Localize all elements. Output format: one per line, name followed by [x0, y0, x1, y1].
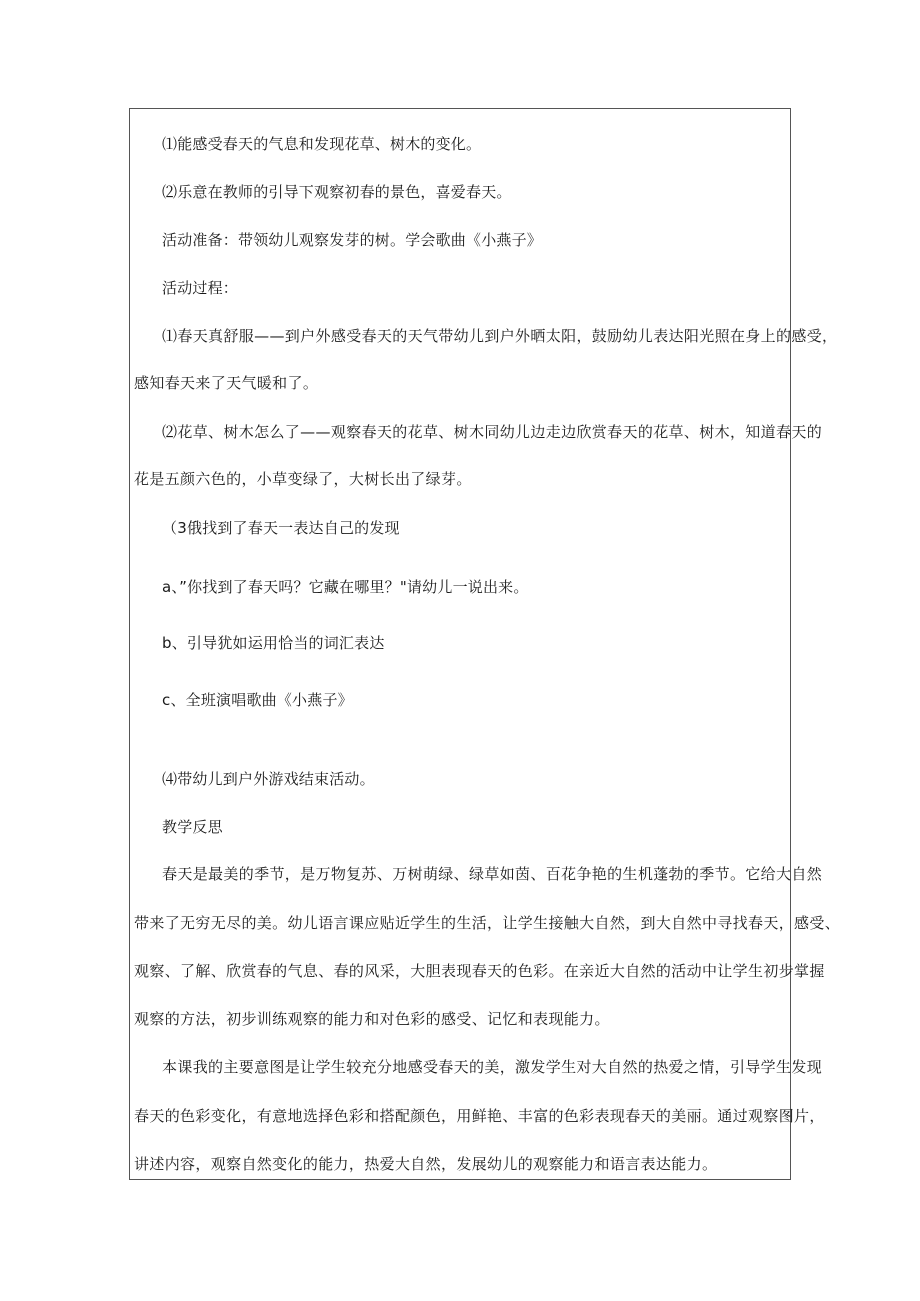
step-3-item-c: c、全班演唱歌曲《小燕子》	[162, 691, 353, 709]
reflection-p1-line-3: 观察、了解、欣赏春的气息、春的风采，大胆表现春天的色彩。在亲近大自然的活动中让学生初步掌握	[134, 962, 825, 980]
activity-preparation: 活动准备：带领幼儿观察发芽的树。学会歌曲《小燕子》	[162, 231, 543, 249]
reflection-p1-line-2: 带来了无穷无尽的美。幼儿语言课应贴近学生的生活，让学生接触大自然，到大自然中寻找春天，感受、	[134, 914, 841, 932]
reflection-heading: 教学反思	[162, 818, 223, 836]
step-2-line-2: 花是五颜六色的，小草变绿了，大树长出了绿芽。	[134, 470, 472, 488]
reflection-p2-line-2: 春天的色彩变化，有意地选择色彩和搭配颜色，用鲜艳、丰富的色彩表现春天的美丽。通过观察图片，	[134, 1107, 825, 1125]
step-3-heading: （3俄找到了春天一表达自己的发现	[162, 519, 400, 537]
reflection-p2-line-1: 本课我的主要意图是让学生较充分地感受春天的美，激发学生对大自然的热爱之情，引导学生发现	[162, 1058, 823, 1076]
step-3-item-b: b、引导犹如运用恰当的词汇表达	[162, 634, 385, 652]
goal-1: ⑴能感受春天的气息和发现花草、树木的变化。	[162, 135, 482, 153]
reflection-p2-line-3: 讲述内容，观察自然变化的能力，热爱大自然，发展幼儿的观察能力和语言表达能力。	[134, 1155, 718, 1173]
reflection-p1-line-4: 观察的方法，初步训练观察的能力和对色彩的感受、记忆和表现能力。	[134, 1010, 610, 1028]
step-1-line-2: 感知春天来了天气暖和了。	[134, 374, 319, 392]
step-2-line-1: ⑵花草、树木怎么了——观察春天的花草、树木同幼儿边走边欣赏春天的花草、树木，知道春天的	[162, 423, 823, 441]
activity-process-heading: 活动过程：	[162, 279, 239, 297]
reflection-p1-line-1: 春天是最美的季节，是万物复苏、万树萌绿、绿草如茵、百花争艳的生机蓬勃的季节。它给大自然	[162, 865, 823, 883]
step-1-line-1: ⑴春天真舒服——到户外感受春天的天气带幼儿到户外晒太阳，鼓励幼儿表达阳光照在身上的感受，	[162, 327, 838, 345]
step-3-item-a: a、”你找到了春天吗？它藏在哪里？"请幼儿一说出来。	[162, 578, 529, 596]
goal-2: ⑵乐意在教师的引导下观察初春的景色，喜爱春天。	[162, 183, 512, 201]
step-4: ⑷带幼儿到户外游戏结束活动。	[162, 770, 375, 788]
